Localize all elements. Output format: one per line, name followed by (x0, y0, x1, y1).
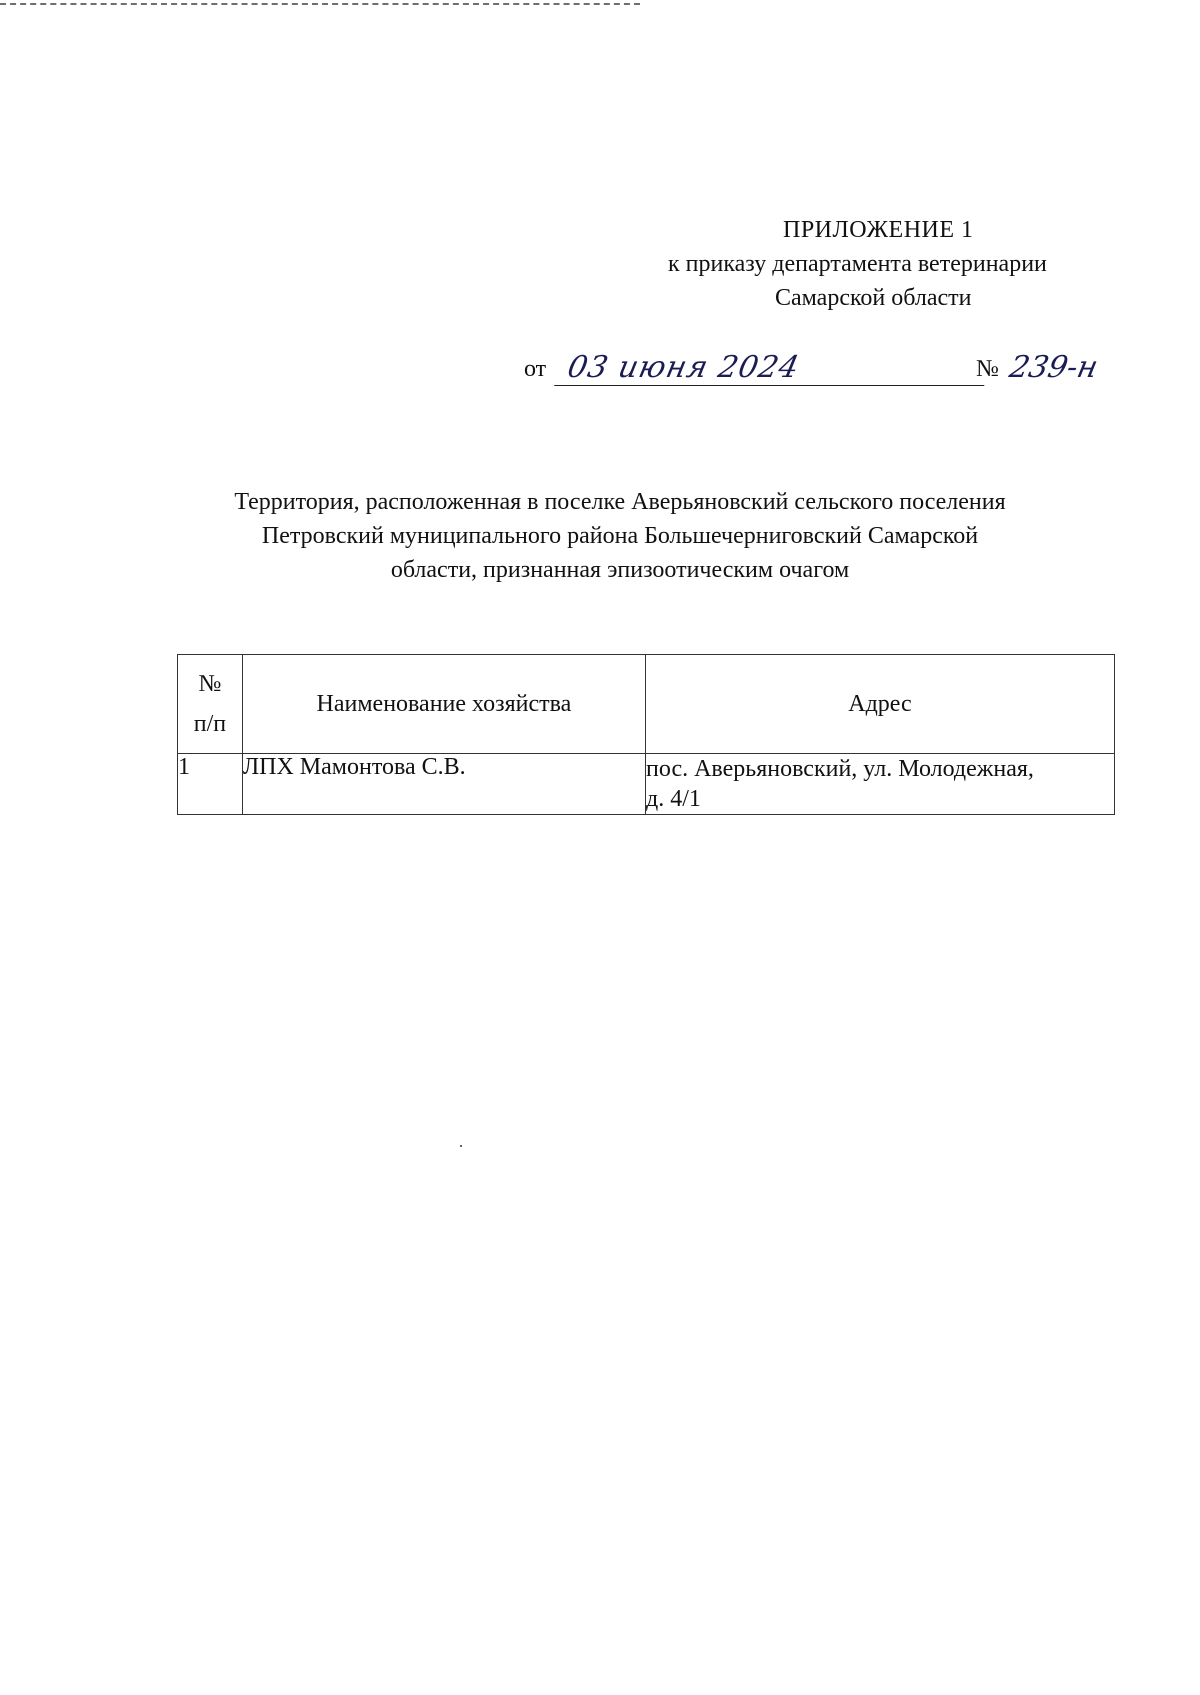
appendix-title: ПРИЛОЖЕНИЕ 1 (783, 217, 974, 243)
row-address-line-1: пос. Аверьяновский, ул. Молодежная, (646, 756, 1034, 782)
order-date-row (524, 350, 1124, 394)
farm-registry-table (177, 654, 1115, 815)
table-row (178, 754, 1115, 815)
row-farm-name: ЛПХ Мамонтова С.В. (242, 754, 645, 815)
row-address-line-2: д. 4/1 (646, 786, 701, 812)
document-title (150, 485, 1090, 587)
row-address (646, 754, 1115, 815)
table-header-row (178, 655, 1115, 754)
header-number (178, 655, 243, 754)
header-number-abbrev: п/п (193, 711, 227, 737)
date-prefix: от (524, 356, 547, 382)
title-line-2: Петровский муниципального района Большечерниговский Самарской (261, 523, 979, 549)
order-date-handwritten: 03 июня 2024 (554, 350, 992, 386)
scan-speck (460, 1145, 462, 1147)
appendix-region: Самарской области (775, 285, 972, 311)
header-address: Адрес (646, 655, 1115, 754)
number-prefix: № (976, 356, 999, 382)
header-farm-name: Наименование хозяйства (242, 655, 645, 754)
top-dashed-border (0, 3, 640, 5)
header-number-symbol: № (198, 671, 222, 697)
row-number: 1 (178, 754, 243, 815)
title-line-3: области, признанная эпизоотическим очагом (390, 557, 850, 583)
title-line-1: Территория, расположенная в поселке Аверьяновский сельского поселения (234, 489, 1006, 515)
appendix-order-reference: к приказу департамента ветеринарии (668, 251, 1047, 277)
order-number-handwritten: 239-н (1006, 350, 1101, 385)
